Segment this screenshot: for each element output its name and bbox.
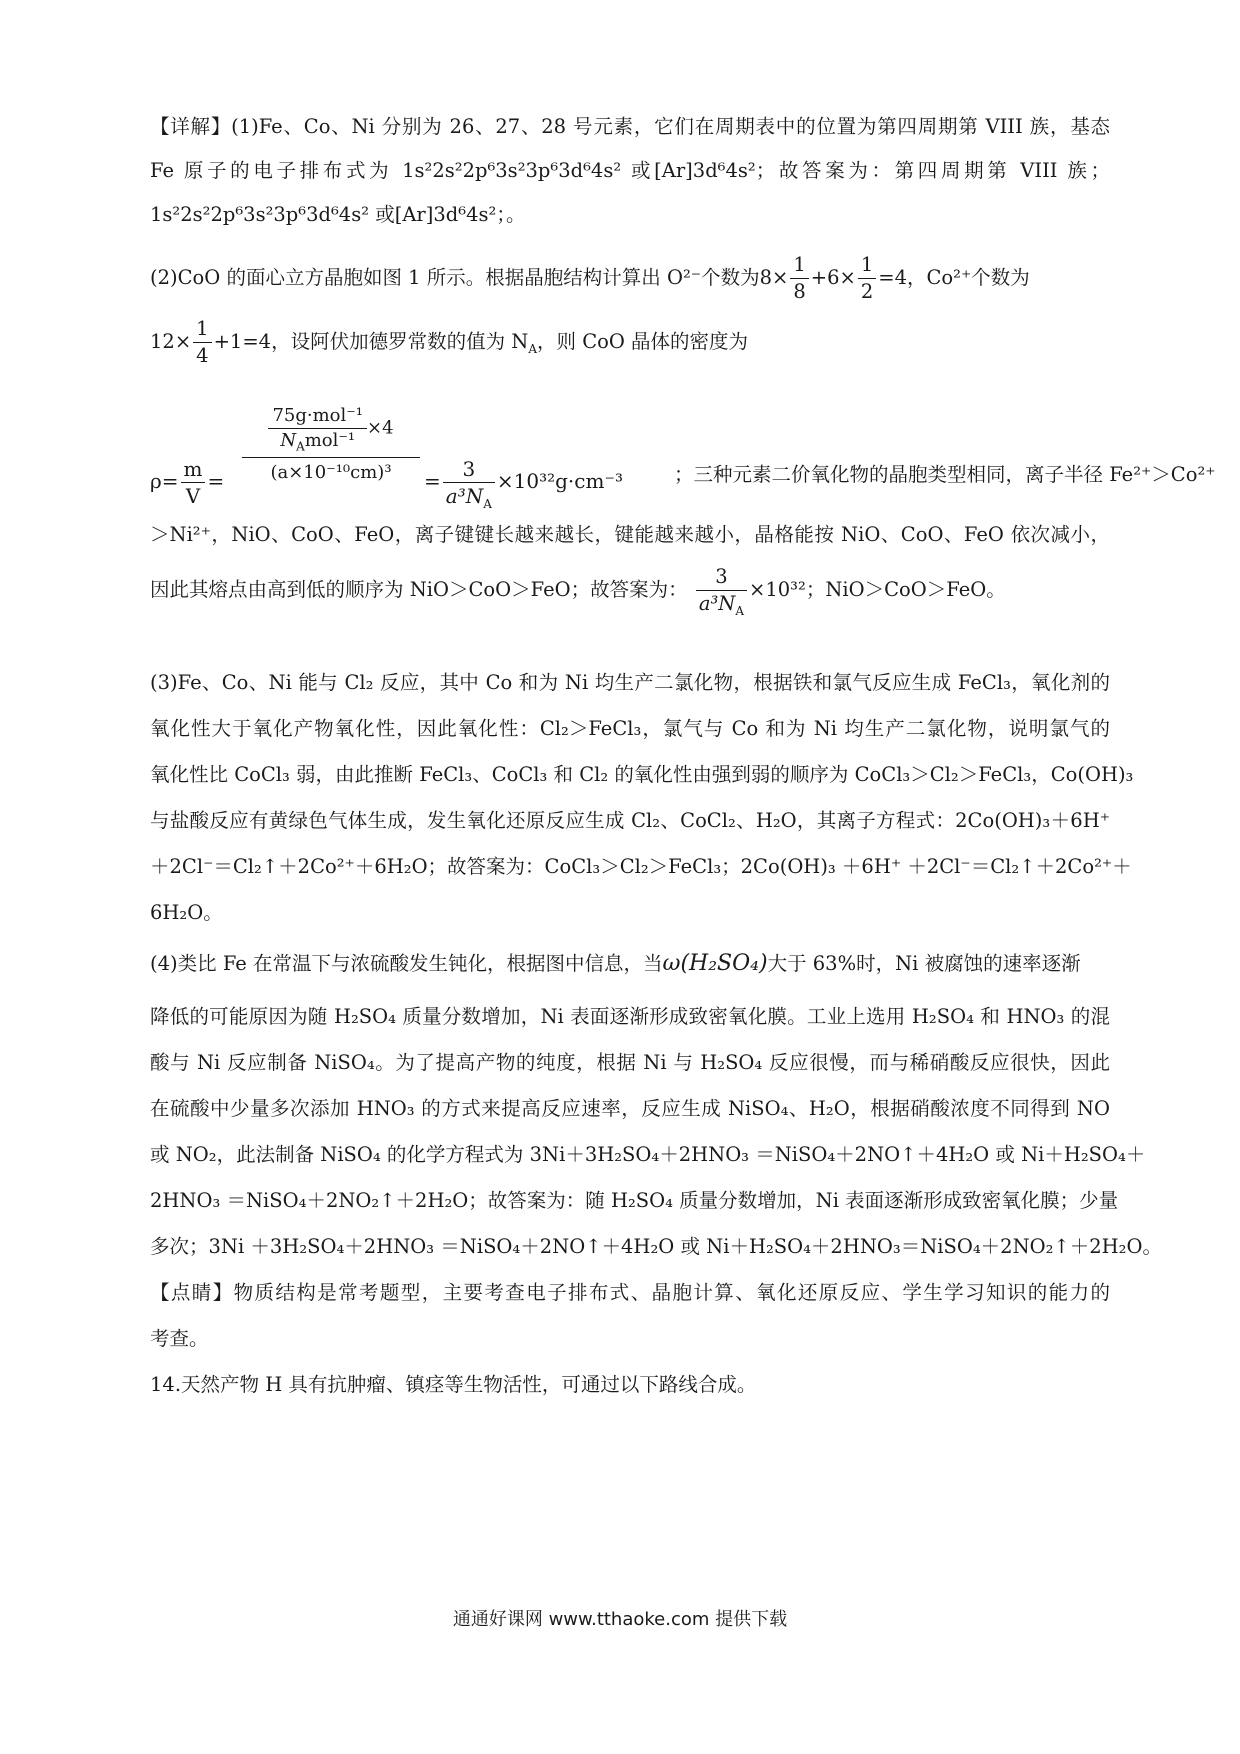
- fraction-numerator: 1: [193, 316, 211, 343]
- text-line: 或 NO₂，此法制备 NiSO₄ 的化学方程式为 3Ni＋3H₂SO₄＋2HNO₃ ＝NiSO₄＋2NO↑＋4H₂O 或 Ni＋H₂SO₄＋: [150, 1143, 1146, 1166]
- text-line: 2HNO₃ ＝NiSO₄＋2NO₂↑＋2H₂O；故答案为：随 H₂SO₄ 质量分数增加，Ni 表面逐渐形成致密氧化膜；少量: [150, 1189, 1119, 1212]
- text-line: 考查。: [150, 1327, 209, 1350]
- text-span: (4)类比 Fe 在常温下与浓硫酸发生钝化，根据图中信息，当: [150, 952, 663, 975]
- text-span: ×10³²g·cm⁻³: [496, 469, 624, 493]
- text-span: 大于 63%时，Ni 被腐蚀的速率逐渐: [767, 952, 1081, 975]
- text-line-with-fractions: [150, 312, 1110, 372]
- subscript: A: [483, 497, 492, 511]
- fraction-denominator: V: [185, 484, 201, 508]
- text-span: =4: [878, 266, 908, 289]
- equals-sign: =: [207, 469, 225, 493]
- text-line: 多次；3Ni ＋3H₂SO₄＋2HNO₃ ＝NiSO₄＋2NO↑＋4H₂O 或 Ni＋H₂SO₄＋2HNO₃＝NiSO₄＋2NO₂↑＋2H₂O。: [150, 1235, 1162, 1258]
- formula-lhs: [150, 456, 224, 509]
- text-span: 12×: [150, 330, 192, 353]
- text-span: ；NiO＞CoO＞FeO。: [805, 578, 1006, 601]
- subscript: A: [735, 603, 745, 618]
- fraction: [790, 252, 808, 305]
- fraction-denominator: [443, 483, 495, 509]
- text-line: 与盐酸反应有黄绿色气体生成，发生氧化还原反应生成 Cl₂、CoCl₂、H₂O，其离子方程式：2Co(OH)₃＋6H⁺: [150, 809, 1110, 832]
- text-span: a³N: [445, 484, 484, 508]
- subscript: A: [528, 341, 538, 356]
- text-line: 6H₂O。: [150, 901, 223, 924]
- text-span: (2)CoO 的面心立方晶胞如图 1 所示。根据晶胞结构计算出 O²⁻个数为: [150, 266, 760, 289]
- text-span: 因此其熔点由高到低的顺序为 NiO＞CoO＞FeO；故答案为：: [150, 578, 688, 601]
- text-line-with-fractions: [150, 248, 1110, 308]
- fraction-denominator: 2: [860, 280, 874, 303]
- text-line: Fe 原子的电子排布式为 1s²2s²2p⁶3s²3p⁶3d⁶4s² 或[Ar]3d⁶4s²；故答案为：第四周期第 VIII 族；: [150, 159, 1110, 182]
- text-line: 【详解】(1)Fe、Co、Ni 分别为 26、27、28 号元素，它们在周期表中的位置为第四周期第 VIII 族，基态: [150, 115, 1110, 138]
- inner-numerator: 75g·mol⁻¹: [268, 404, 367, 429]
- text-span: ，Co²⁺个数为: [907, 266, 1030, 289]
- text-line: ；三种元素二价氧化物的晶胞类型相同，离子半径 Fe²⁺＞Co²⁺: [674, 463, 1216, 486]
- fraction: [193, 316, 211, 369]
- unit: mol⁻¹: [304, 430, 356, 451]
- text-span: a³N: [698, 592, 736, 615]
- omega-expression: ω(H₂SO₄): [662, 951, 768, 976]
- fraction-denominator: [696, 591, 747, 617]
- text-span: 8×: [759, 266, 789, 289]
- text-span: ，设阿伏加德罗常数的值为 N: [271, 330, 529, 353]
- formula-result: [424, 456, 623, 509]
- text-line: 酸与 Ni 反应制备 NiSO₄。为了提高产物的纯度，根据 Ni 与 H₂SO₄ 反应很慢，而与稀硝酸反应很快，因此: [150, 1051, 1110, 1074]
- fraction-numerator: 3: [443, 456, 495, 483]
- fraction-numerator: 1: [858, 252, 876, 279]
- fraction: [696, 564, 747, 617]
- inner-denominator: [268, 429, 367, 453]
- inner-fraction: [268, 404, 367, 453]
- text-line: ＋2Cl⁻＝Cl₂↑＋2Co²⁺＋6H₂O；故答案为：CoCl₃＞Cl₂＞FeCl₃；2Co(OH)₃ ＋6H⁺ ＋2Cl⁻＝Cl₂↑＋2Co²⁺＋: [150, 855, 1132, 878]
- fraction-numerator: 1: [790, 252, 808, 279]
- text-line: (3)Fe、Co、Ni 能与 Cl₂ 反应，其中 Co 和为 Ni 均生产二氯化物，根据铁和氯气反应生成 FeCl₃，氧化剂的: [150, 671, 1110, 694]
- question-text: 14.天然产物 H 具有抗肿瘤、镇痉等生物活性，可通过以下路线合成。: [150, 1373, 757, 1396]
- equals-sign: =: [424, 469, 441, 493]
- fraction-numerator: m: [181, 456, 206, 483]
- compound-fraction: [242, 404, 420, 488]
- na-symbol: N: [280, 430, 297, 451]
- text-line: 氧化性比 CoCl₃ 弱，由此推断 FeCl₃、CoCl₃ 和 Cl₂ 的氧化性由强到弱的顺序为 CoCl₃＞Cl₂＞FeCl₃，Co(OH)₃: [150, 763, 1134, 786]
- fraction-denominator: 8: [793, 280, 806, 303]
- text-span: +1=4: [213, 330, 272, 353]
- compound-fraction-top: [242, 404, 420, 453]
- text-line: [150, 944, 1110, 984]
- fraction-numerator: 3: [696, 564, 747, 591]
- text-line: 在硫酸中少量多次添加 HNO₃ 的方式来提高反应速率，反应生成 NiSO₄、H₂O，根据硝酸浓度不同得到 NO: [150, 1097, 1110, 1120]
- text-span: +6×: [810, 266, 856, 289]
- text-line: 氧化性大于氧化产物氧化性，因此氧化性：Cl₂＞FeCl₃，氯气与 Co 和为 Ni 均生产二氯化物，说明氯气的: [150, 717, 1110, 740]
- fraction: [443, 456, 495, 509]
- text-line-with-fractions: [150, 560, 1110, 620]
- fraction: [181, 456, 206, 509]
- text-line: 1s²2s²2p⁶3s²3p⁶3d⁶4s² 或[Ar]3d⁶4s²；。: [150, 203, 526, 226]
- text-line: 【点睛】物质结构是常考题型，主要考查电子排布式、晶胞计算、氧化还原反应、学生学习知识的能力的: [150, 1281, 1110, 1304]
- text-line: ＞Ni²⁺，NiO、CoO、FeO，离子键键长越来越长，键能越来越小，晶格能按 NiO、CoO、FeO 依次减小，: [150, 523, 1110, 546]
- fraction: [858, 252, 876, 305]
- rho-symbol: ρ=: [150, 469, 179, 493]
- subscript: A: [296, 439, 305, 454]
- text-line: 降低的可能原因为随 H₂SO₄ 质量分数增加，Ni 表面逐渐形成致密氧化膜。工业上选用 H₂SO₄ 和 HNO₃ 的混: [150, 1005, 1110, 1028]
- fraction-denominator: 4: [196, 344, 209, 367]
- text-span: ，则 CoO 晶体的密度为: [537, 330, 749, 353]
- page-footer: 通通好课网 www.tthaoke.com 提供下载: [452, 1609, 788, 1630]
- compound-fraction-bottom: (a×10⁻¹⁰cm)³: [270, 462, 392, 483]
- times-four: ×4: [366, 417, 394, 439]
- text-span: ×10³²: [749, 578, 806, 601]
